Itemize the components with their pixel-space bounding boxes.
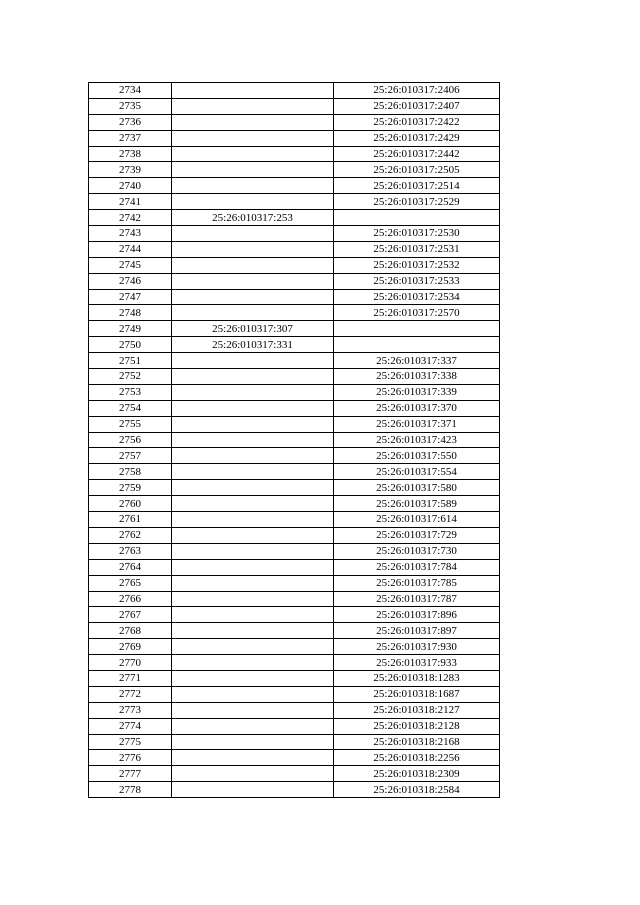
cadastral-number-cell-b [334, 210, 500, 226]
cadastral-number-cell-a [172, 257, 334, 273]
cadastral-number-cell-a [172, 432, 334, 448]
cadastral-number-cell-b: 25:26:010317:2505 [334, 162, 500, 178]
row-number-cell: 2744 [89, 241, 172, 257]
cadastral-number-cell-b: 25:26:010317:2531 [334, 241, 500, 257]
row-number-cell: 2777 [89, 766, 172, 782]
row-number-cell: 2776 [89, 750, 172, 766]
cadastral-number-cell-a [172, 162, 334, 178]
cadastral-number-cell-b: 25:26:010317:2534 [334, 289, 500, 305]
cadastral-number-cell-a [172, 241, 334, 257]
table-row [89, 146, 500, 162]
cadastral-number-cell-b: 25:26:010317:729 [334, 527, 500, 543]
cadastral-number-cell-b: 25:26:010317:371 [334, 416, 500, 432]
cadastral-number-cell-b: 25:26:010318:2584 [334, 782, 500, 798]
table-row [89, 353, 500, 369]
cadastral-number-cell-b: 25:26:010318:2309 [334, 766, 500, 782]
cadastral-number-cell-a [172, 146, 334, 162]
table-row [89, 257, 500, 273]
row-number-cell: 2734 [89, 83, 172, 99]
table-row [89, 527, 500, 543]
cadastral-number-table [88, 82, 500, 798]
cadastral-number-cell-b: 25:26:010317:589 [334, 496, 500, 512]
cadastral-number-cell-a [172, 273, 334, 289]
table-row [89, 639, 500, 655]
cadastral-number-cell-b: 25:26:010317:337 [334, 353, 500, 369]
cadastral-number-cell-b: 25:26:010317:339 [334, 384, 500, 400]
cadastral-number-cell-b: 25:26:010318:1687 [334, 686, 500, 702]
table-row [89, 782, 500, 798]
cadastral-number-cell-a [172, 527, 334, 543]
row-number-cell: 2762 [89, 527, 172, 543]
row-number-cell: 2743 [89, 226, 172, 242]
cadastral-number-cell-a [172, 639, 334, 655]
row-number-cell: 2741 [89, 194, 172, 210]
table-row [89, 496, 500, 512]
table-row [89, 226, 500, 242]
row-number-cell: 2769 [89, 639, 172, 655]
row-number-cell: 2764 [89, 559, 172, 575]
cadastral-number-cell-b: 25:26:010317:338 [334, 369, 500, 385]
row-number-cell: 2739 [89, 162, 172, 178]
cadastral-number-cell-b: 25:26:010317:787 [334, 591, 500, 607]
table-body [89, 83, 500, 798]
table-row [89, 416, 500, 432]
table-row [89, 448, 500, 464]
cadastral-number-cell-b: 25:26:010317:554 [334, 464, 500, 480]
cadastral-number-cell-b: 25:26:010318:1283 [334, 670, 500, 686]
cadastral-number-cell-a [172, 718, 334, 734]
table-row [89, 130, 500, 146]
cadastral-number-cell-a [172, 464, 334, 480]
cadastral-number-cell-a [172, 512, 334, 528]
cadastral-number-cell-b: 25:26:010317:785 [334, 575, 500, 591]
table-row [89, 686, 500, 702]
cadastral-number-cell-b [334, 337, 500, 353]
cadastral-number-cell-a [172, 369, 334, 385]
table-row [89, 114, 500, 130]
cadastral-number-cell-a [172, 226, 334, 242]
row-number-cell: 2767 [89, 607, 172, 623]
cadastral-number-cell-b: 25:26:010317:2533 [334, 273, 500, 289]
table-row [89, 432, 500, 448]
cadastral-number-cell-a [172, 416, 334, 432]
table-row [89, 305, 500, 321]
cadastral-number-cell-a [172, 655, 334, 671]
row-number-cell: 2757 [89, 448, 172, 464]
cadastral-number-cell-b: 25:26:010317:2532 [334, 257, 500, 273]
cadastral-number-cell-a [172, 480, 334, 496]
cadastral-number-cell-a [172, 702, 334, 718]
cadastral-number-cell-a [172, 353, 334, 369]
cadastral-number-cell-a [172, 178, 334, 194]
table-row [89, 591, 500, 607]
cadastral-number-cell-a [172, 766, 334, 782]
cadastral-number-cell-a [172, 734, 334, 750]
cadastral-number-cell-b: 25:26:010317:784 [334, 559, 500, 575]
table-row [89, 766, 500, 782]
cadastral-number-cell-b: 25:26:010317:2429 [334, 130, 500, 146]
table-row [89, 289, 500, 305]
cadastral-number-cell-a: 25:26:010317:331 [172, 337, 334, 353]
table-row [89, 607, 500, 623]
row-number-cell: 2735 [89, 98, 172, 114]
table-row [89, 178, 500, 194]
row-number-cell: 2760 [89, 496, 172, 512]
cadastral-number-cell-a [172, 559, 334, 575]
cadastral-number-cell-a [172, 670, 334, 686]
cadastral-number-cell-a [172, 194, 334, 210]
row-number-cell: 2765 [89, 575, 172, 591]
table-row [89, 321, 500, 337]
cadastral-number-cell-a [172, 83, 334, 99]
row-number-cell: 2747 [89, 289, 172, 305]
row-number-cell: 2746 [89, 273, 172, 289]
table-row [89, 670, 500, 686]
table-row [89, 480, 500, 496]
row-number-cell: 2737 [89, 130, 172, 146]
cadastral-number-cell-b: 25:26:010317:2529 [334, 194, 500, 210]
table-row [89, 750, 500, 766]
table-row [89, 194, 500, 210]
cadastral-number-cell-b: 25:26:010317:2407 [334, 98, 500, 114]
cadastral-number-cell-a [172, 98, 334, 114]
row-number-cell: 2761 [89, 512, 172, 528]
table-row [89, 623, 500, 639]
table-row [89, 702, 500, 718]
cadastral-number-cell-b: 25:26:010317:2514 [334, 178, 500, 194]
row-number-cell: 2755 [89, 416, 172, 432]
cadastral-number-cell-b [334, 321, 500, 337]
table-row [89, 400, 500, 416]
cadastral-number-cell-a [172, 575, 334, 591]
cadastral-number-cell-b: 25:26:010317:550 [334, 448, 500, 464]
table-row [89, 337, 500, 353]
row-number-cell: 2756 [89, 432, 172, 448]
cadastral-number-cell-b: 25:26:010317:370 [334, 400, 500, 416]
cadastral-number-cell-a: 25:26:010317:307 [172, 321, 334, 337]
row-number-cell: 2740 [89, 178, 172, 194]
cadastral-number-cell-a [172, 289, 334, 305]
table-row [89, 98, 500, 114]
cadastral-number-cell-b: 25:26:010318:2127 [334, 702, 500, 718]
row-number-cell: 2774 [89, 718, 172, 734]
row-number-cell: 2758 [89, 464, 172, 480]
cadastral-number-cell-a [172, 305, 334, 321]
table-row [89, 734, 500, 750]
table-row [89, 575, 500, 591]
table-row [89, 369, 500, 385]
row-number-cell: 2766 [89, 591, 172, 607]
cadastral-number-cell-b: 25:26:010317:897 [334, 623, 500, 639]
cadastral-number-cell-a [172, 686, 334, 702]
cadastral-number-cell-b: 25:26:010317:2442 [334, 146, 500, 162]
row-number-cell: 2759 [89, 480, 172, 496]
cadastral-number-cell-a: 25:26:010317:253 [172, 210, 334, 226]
cadastral-number-cell-a [172, 750, 334, 766]
cadastral-number-cell-b: 25:26:010317:2570 [334, 305, 500, 321]
row-number-cell: 2778 [89, 782, 172, 798]
table-row [89, 273, 500, 289]
cadastral-number-cell-a [172, 607, 334, 623]
cadastral-number-cell-b: 25:26:010317:2406 [334, 83, 500, 99]
row-number-cell: 2773 [89, 702, 172, 718]
cadastral-number-cell-a [172, 496, 334, 512]
row-number-cell: 2748 [89, 305, 172, 321]
table-row [89, 512, 500, 528]
table-row [89, 543, 500, 559]
row-number-cell: 2772 [89, 686, 172, 702]
cadastral-number-cell-a [172, 543, 334, 559]
cadastral-number-cell-a [172, 384, 334, 400]
cadastral-number-cell-a [172, 782, 334, 798]
table-row [89, 241, 500, 257]
cadastral-number-cell-b: 25:26:010318:2256 [334, 750, 500, 766]
cadastral-number-cell-b: 25:26:010317:930 [334, 639, 500, 655]
row-number-cell: 2753 [89, 384, 172, 400]
row-number-cell: 2768 [89, 623, 172, 639]
cadastral-number-cell-a [172, 591, 334, 607]
cadastral-number-cell-b: 25:26:010317:2530 [334, 226, 500, 242]
table-row [89, 559, 500, 575]
row-number-cell: 2738 [89, 146, 172, 162]
row-number-cell: 2763 [89, 543, 172, 559]
row-number-cell: 2750 [89, 337, 172, 353]
cadastral-number-cell-a [172, 400, 334, 416]
row-number-cell: 2745 [89, 257, 172, 273]
row-number-cell: 2742 [89, 210, 172, 226]
row-number-cell: 2771 [89, 670, 172, 686]
cadastral-number-cell-b: 25:26:010317:580 [334, 480, 500, 496]
table-row [89, 162, 500, 178]
cadastral-number-cell-b: 25:26:010317:2422 [334, 114, 500, 130]
row-number-cell: 2770 [89, 655, 172, 671]
row-number-cell: 2752 [89, 369, 172, 385]
row-number-cell: 2736 [89, 114, 172, 130]
table-row [89, 718, 500, 734]
cadastral-number-cell-a [172, 130, 334, 146]
cadastral-number-cell-b: 25:26:010318:2168 [334, 734, 500, 750]
row-number-cell: 2775 [89, 734, 172, 750]
table-row [89, 655, 500, 671]
cadastral-number-cell-a [172, 623, 334, 639]
table-row [89, 83, 500, 99]
row-number-cell: 2749 [89, 321, 172, 337]
table-row [89, 384, 500, 400]
table-row [89, 464, 500, 480]
row-number-cell: 2754 [89, 400, 172, 416]
cadastral-number-cell-b: 25:26:010317:614 [334, 512, 500, 528]
cadastral-number-cell-b: 25:26:010317:933 [334, 655, 500, 671]
table-row [89, 210, 500, 226]
cadastral-number-cell-b: 25:26:010317:896 [334, 607, 500, 623]
row-number-cell: 2751 [89, 353, 172, 369]
cadastral-number-cell-b: 25:26:010318:2128 [334, 718, 500, 734]
cadastral-number-cell-b: 25:26:010317:423 [334, 432, 500, 448]
cadastral-number-cell-a [172, 114, 334, 130]
cadastral-number-cell-a [172, 448, 334, 464]
cadastral-number-cell-b: 25:26:010317:730 [334, 543, 500, 559]
